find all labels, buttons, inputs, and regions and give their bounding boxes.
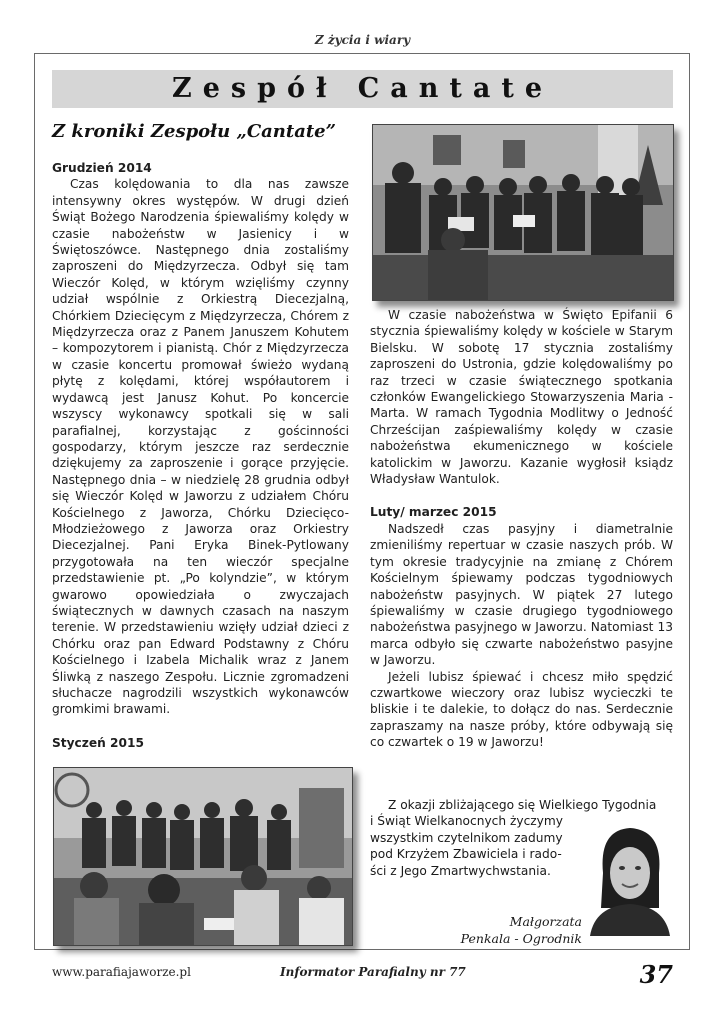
- footer-publication: Informator Parafialny nr 77: [280, 965, 466, 979]
- concert-audience-photo-image: [54, 768, 352, 945]
- december-heading: Grudzień 2014: [52, 161, 152, 175]
- february-paragraph: Nadszedł czas pasyjny i diametralnie zmieniliśmy repertuar w czasie naszych prób. W tym okresie tradycyjnie na zmianę z Chórem Kościelnym śpiewamy podczas tygodniowych nabożeństw pasyjnych. W piątek 27 lutego śpiewaliśmy w czasie drugiego tygodniowego nabożeństwa pasyjnego w Jaworzu. Natomiast 13 marca odbyło się czwarte nabożeństwo pasyjne w Jaworzu.: [370, 521, 673, 668]
- page-number: 37: [639, 960, 673, 989]
- signature: [420, 913, 582, 947]
- greeting-line: Z okazji zbliżającego się Wielkiego Tygodnia: [388, 798, 657, 812]
- right-column: [370, 307, 673, 751]
- article-title: Z kroniki Zespołu „Cantate”: [52, 121, 336, 142]
- greeting-line: pod Krzyżem Zbawiciela i rado-: [370, 847, 562, 862]
- january-paragraph: W czasie nabożeństwa w Święto Epifanii 6 stycznia śpiewaliśmy kolędy w kościele w Starym Bielsku. W sobotę 17 stycznia zostaliśmy zaproszeni do Ustronia, gdzie kolędowaliśmy po raz trzeci w czasie świątecznego spotkania członków Ewangelickiego Stowarzyszenia Maria - Marta. W ramach Tygodnia Modlitwy o Jedność Chrześcijan zaśpiewaliśmy kolędy w czasie nabożeństwa ekumenicznego w kościele katolickim w Jaworzu. Kazanie wygłosił ksiądz Władysław Wantulok.: [370, 308, 673, 487]
- concert-audience-photo: [53, 767, 353, 946]
- author-portrait-image: [585, 818, 675, 936]
- greeting-line: ści z Jego Zmartwychwstania.: [370, 863, 551, 878]
- signature-surname: Penkala - Ogrodnik: [460, 931, 582, 946]
- running-head: Z życia i wiary: [314, 33, 411, 47]
- january-heading: Styczeń 2015: [52, 735, 144, 750]
- february-heading: Luty/ marzec 2015: [370, 505, 497, 520]
- invitation-paragraph: Jeżeli lubisz śpiewać i chcesz miło spędzić czwartkowe wieczory oraz lubisz wycieczki te bliskie i te dalekie, to dołącz do nas. Serdecznie zapraszamy na nasze próby, które odbywają się co czwartek o 19 w Jaworzu!: [370, 669, 673, 750]
- banner-title: Zespół Cantate: [52, 70, 673, 108]
- left-column: [52, 160, 349, 751]
- greeting-line: i Świąt Wielkanocnych życzymy: [370, 814, 563, 829]
- greeting-line: wszystkim czytelnikom zadumy: [370, 830, 563, 845]
- signature-first-name: Małgorzata: [509, 914, 582, 929]
- author-portrait: [585, 818, 675, 936]
- december-paragraph: Czas kolędowania to dla nas zawsze intensywny okres występów. W drugi dzień Świąt Bożego Narodzenia śpiewaliśmy kolędy w czasie nabożeństw w Jasienicy i w Świętoszówce. Następnego dnia zostaliśmy zaproszeni do Międzyrzecza. Odbył się tam Wieczór Kolęd, w którym wzięliśmy czynny udział wspólnie z Orkiestrą Diecezjalną, Chórkiem Dziecięcym z Międzyrzecza, Chórem z Międzyrzecza oraz z Panem Januszem Kohutem – kompozytorem i pianistą. Chór z Międzyrzecza w czasie koncertu promował świeżo wydaną płytę z kolędami, której współautorem i wydawcą jest Janusz Kohut. Po koncercie wszyscy wykonawcy spotkali się w sali parafialnej, korzystając z gościnności gospodarzy, którym jeszcze raz serdecznie dziękujemy za zaproszenie i gorące przyjęcie. Następnego dnia – w niedzielę 28 grudnia odbył się Wieczór Kolęd w Jaworzu z udziałem Chóru Kościelnego z Jaworza, Chórku Dziecięco-Młodzieżowego z Jaworza oraz Orkiestry Diecezjalnej. Pani Eryka Binek-Pytlowany przygotowała na ten wieczór specjalne przedstawienie pt. „Po kolyndzie”, w którym gwarowo opowiedziała o zwyczajach świątecznych w dawnych czasach na naszym terenie. W przedstawieniu wzięły udział dzieci z Chórku oraz pan Edward Podstawny z Chóru Kościelnego i Izabela Michalik wraz z Janem Śliwką z naszego Zespołu. Licznie zgromadzeni słuchacze nagrodzili wszystkich wykonawców gromkimi brawami.: [52, 177, 349, 717]
- choir-photo: [372, 124, 674, 301]
- footer-url: www.parafiajaworze.pl: [52, 965, 191, 979]
- choir-photo-image: [373, 125, 673, 300]
